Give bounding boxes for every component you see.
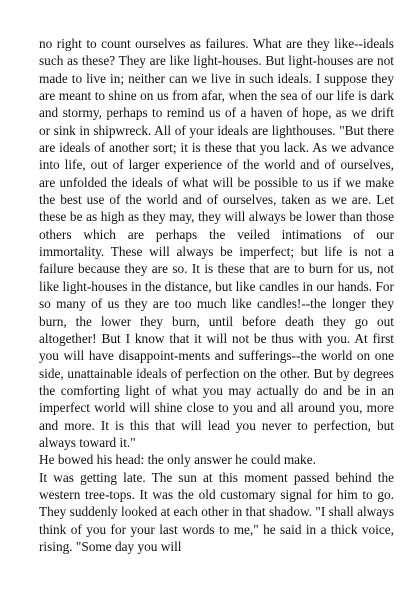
paragraph-he-bowed: He bowed his head: the only answer he could make. [39,452,316,468]
paragraph-ideals-speech: no right to count ourselves as failures. What are they like--ideals such as these? They are like light-houses. But light-houses are not made to live in; neither can we live in such ideals. I suppose they are meant to shine on us from afar, when the sea of our life is dark and stormy, perhaps to remind us of a haven of hope, as we drift or sink in shipwreck. All of your ideals are lighthouses. "But there are ideals of another sort; it is these that you lack. As we advance into life, out of larger experience of the world and of ourselves, are unfolded the ideals of what will be possible to us if we make the best use of the world and of ourselves, taken as we are. Let these be as high as they may, they will always be lower than those others which are perhaps the veiled intimations of our immortality. These will always be imperfect; but life is not a failure because they are so. It is these that are to burn for us, not like light-houses in the distance, but like candles in our hands. For so many of us they are too much like candles!--the longer they burn, the lower they burn, until before death they go out altogether! But I know that it will not be thus with you. At first you will have disappoint-ments and sufferings--the world on one side, unattainable ideals of perfection on the other. But by degrees the comforting light of what you may actually do and be in an imperfect world will shine close to you and all around you, more and more. It is this that will lead you never to perfection, but always toward it." [39,36,394,450]
paragraph-getting-late: It was getting late. The sun at this moment passed behind the western tree-tops. It was the old customary signal for him to go. They suddenly looked at each other in that shadow. "I shall always think of you for your last words to me," he said in a thick voice, rising. "Some day you will [39,469,394,554]
book-page [39,35,394,555]
